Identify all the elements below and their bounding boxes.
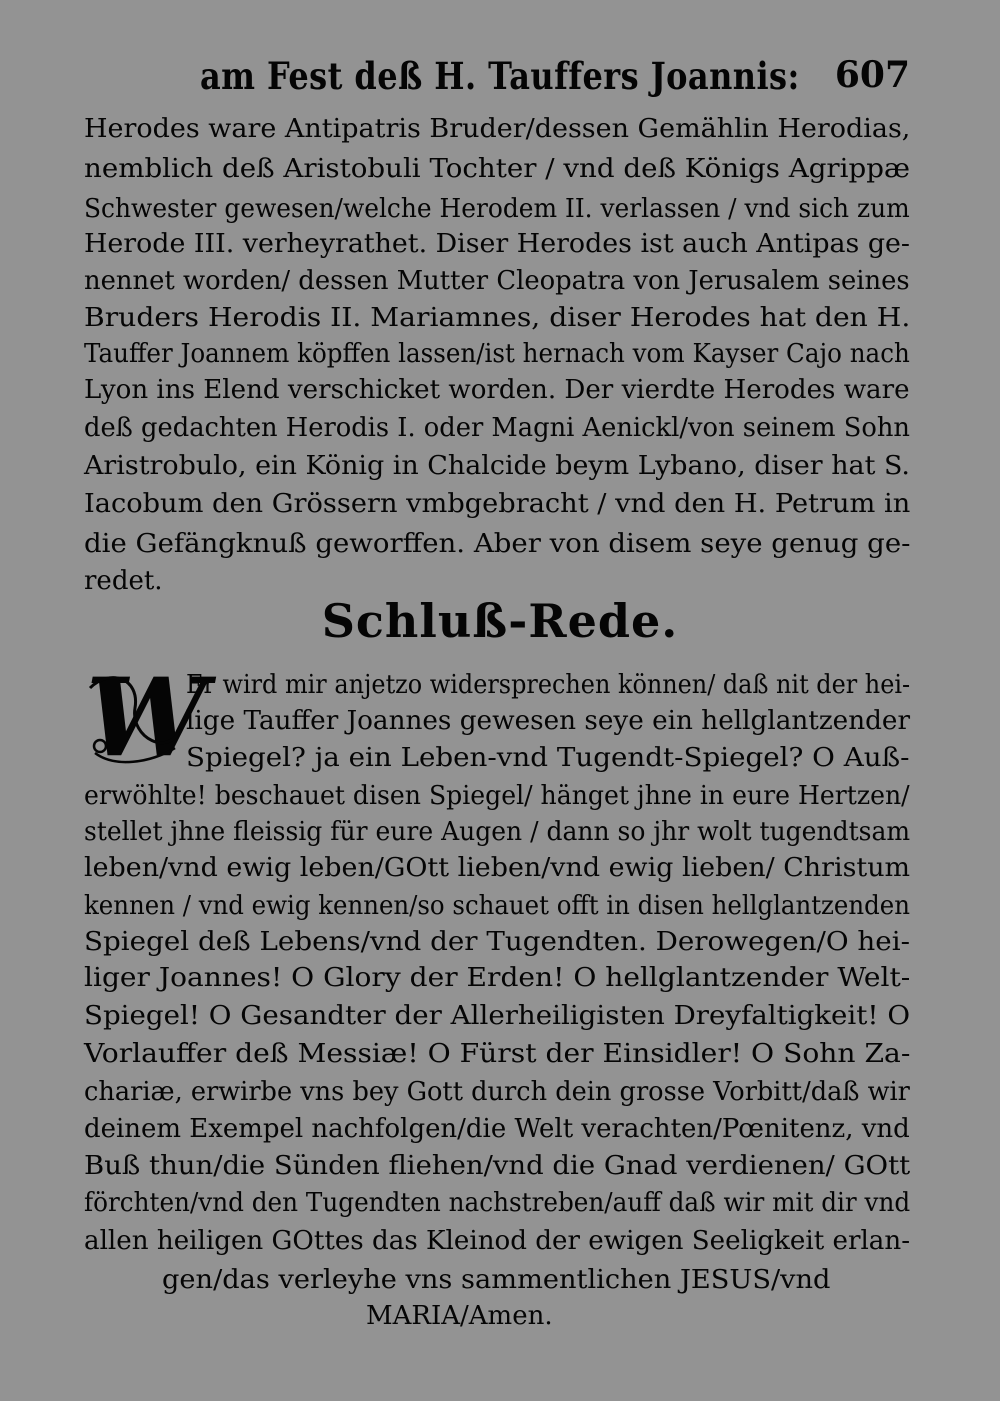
- text-line: Buß thun/die Sünden fliehen/vnd die Gnad verdienen/ GOtt: [84, 1151, 911, 1181]
- text-line: nennet worden/ dessen Mutter Cleopatra von Jerusalem seines: [84, 266, 910, 296]
- text-line: MARIA/Amen.: [366, 1301, 553, 1331]
- text-line: Iacobum den Grössern vmbgebracht / vnd den H. Petrum in: [84, 489, 911, 519]
- text-line: Spiegel? ja ein Leben-vnd Tugendt-Spiegel? O Auß-: [186, 743, 910, 773]
- text-line: leben/vnd ewig leben/GOtt lieben/vnd ewig lieben/ Christum: [84, 853, 911, 883]
- text-line: chariæ, erwirbe vns bey Gott durch dein grosse Vorbitt/daß wir: [84, 1077, 910, 1107]
- text-line: Schwester gewesen/welche Herodem II. verlassen / vnd sich zum: [84, 194, 910, 224]
- text-line: erwöhlte! beschauet disen Spiegel/ hänget jhne in eure Hertzen/: [84, 781, 910, 811]
- text-line: Herode III. verheyrathet. Diser Herodes ist auch Antipas ge-: [84, 229, 910, 259]
- text-line: liger Joannes! O Glory der Erden! O hellglantzender Welt-: [84, 963, 911, 993]
- text-line: Lyon ins Elend verschicket worden. Der vierdte Herodes ware: [84, 375, 910, 405]
- text-line: Vorlauffer deß Messiæ! O Fürst der Einsidler! O Sohn Za-: [84, 1039, 911, 1069]
- page-header: [200, 50, 910, 102]
- text-line: redet.: [84, 566, 163, 596]
- page-number: 607: [834, 54, 910, 96]
- text-line: nemblich deß Aristobuli Tochter / vnd deß Königs Agrippæ: [84, 154, 910, 184]
- text-line: Bruders Herodis II. Mariamnes, diser Herodes hat den H.: [84, 303, 911, 333]
- text-line: Tauffer Joannem köpffen lassen/ist hernach vom Kayser Cajo nach: [84, 339, 910, 369]
- text-line: Spiegel! O Gesandter der Allerheiligisten Dreyfaltigkeit! O: [84, 1001, 911, 1031]
- text-line: gen/das verleyhe vns sammentlichen JESUS/vnd: [162, 1265, 831, 1295]
- text-line: lige Tauffer Joannes gewesen seye ein hellglantzender: [186, 706, 911, 736]
- text-line: deinem Exempel nachfolgen/die Welt verachten/Pœnitenz, vnd: [84, 1114, 910, 1144]
- text-line: förchten/vnd den Tugendten nachstreben/auff daß wir mit dir vnd: [84, 1188, 911, 1218]
- closing-heading: Schluß-Rede.: [321, 594, 679, 648]
- text-line: Spiegel deß Lebens/vnd der Tugendten. Derowegen/O hei-: [84, 927, 910, 957]
- text-line: Aristrobulo, ein König in Chalcide beym Lybano, diser hat S.: [84, 451, 910, 481]
- text-line: Herodes ware Antipatris Bruder/dessen Gemählin Herodias,: [84, 114, 911, 144]
- text-line: deß gedachten Herodis I. oder Magni Aenickl/von seinem Sohn: [84, 413, 910, 443]
- text-line: kennen / vnd ewig kennen/so schauet offt in disen hellglantzenden: [84, 891, 910, 921]
- text-line: stellet jhne fleissig für eure Augen / dann so jhr wolt tugendtsam: [84, 817, 911, 847]
- dropcap-letter: W: [86, 655, 208, 781]
- dropcap-initial: [86, 655, 208, 781]
- running-head: am Fest deß H. Tauffers Joannis:: [200, 54, 800, 98]
- text-line: die Gefängknuß geworffen. Aber von disem seye genug ge-: [84, 529, 911, 559]
- text-line: allen heiligen GOttes das Kleinod der ewigen Seeligkeit erlan-: [84, 1226, 911, 1256]
- text-line: Er wird mir anjetzo widersprechen können/ daß nit der hei-: [186, 670, 911, 700]
